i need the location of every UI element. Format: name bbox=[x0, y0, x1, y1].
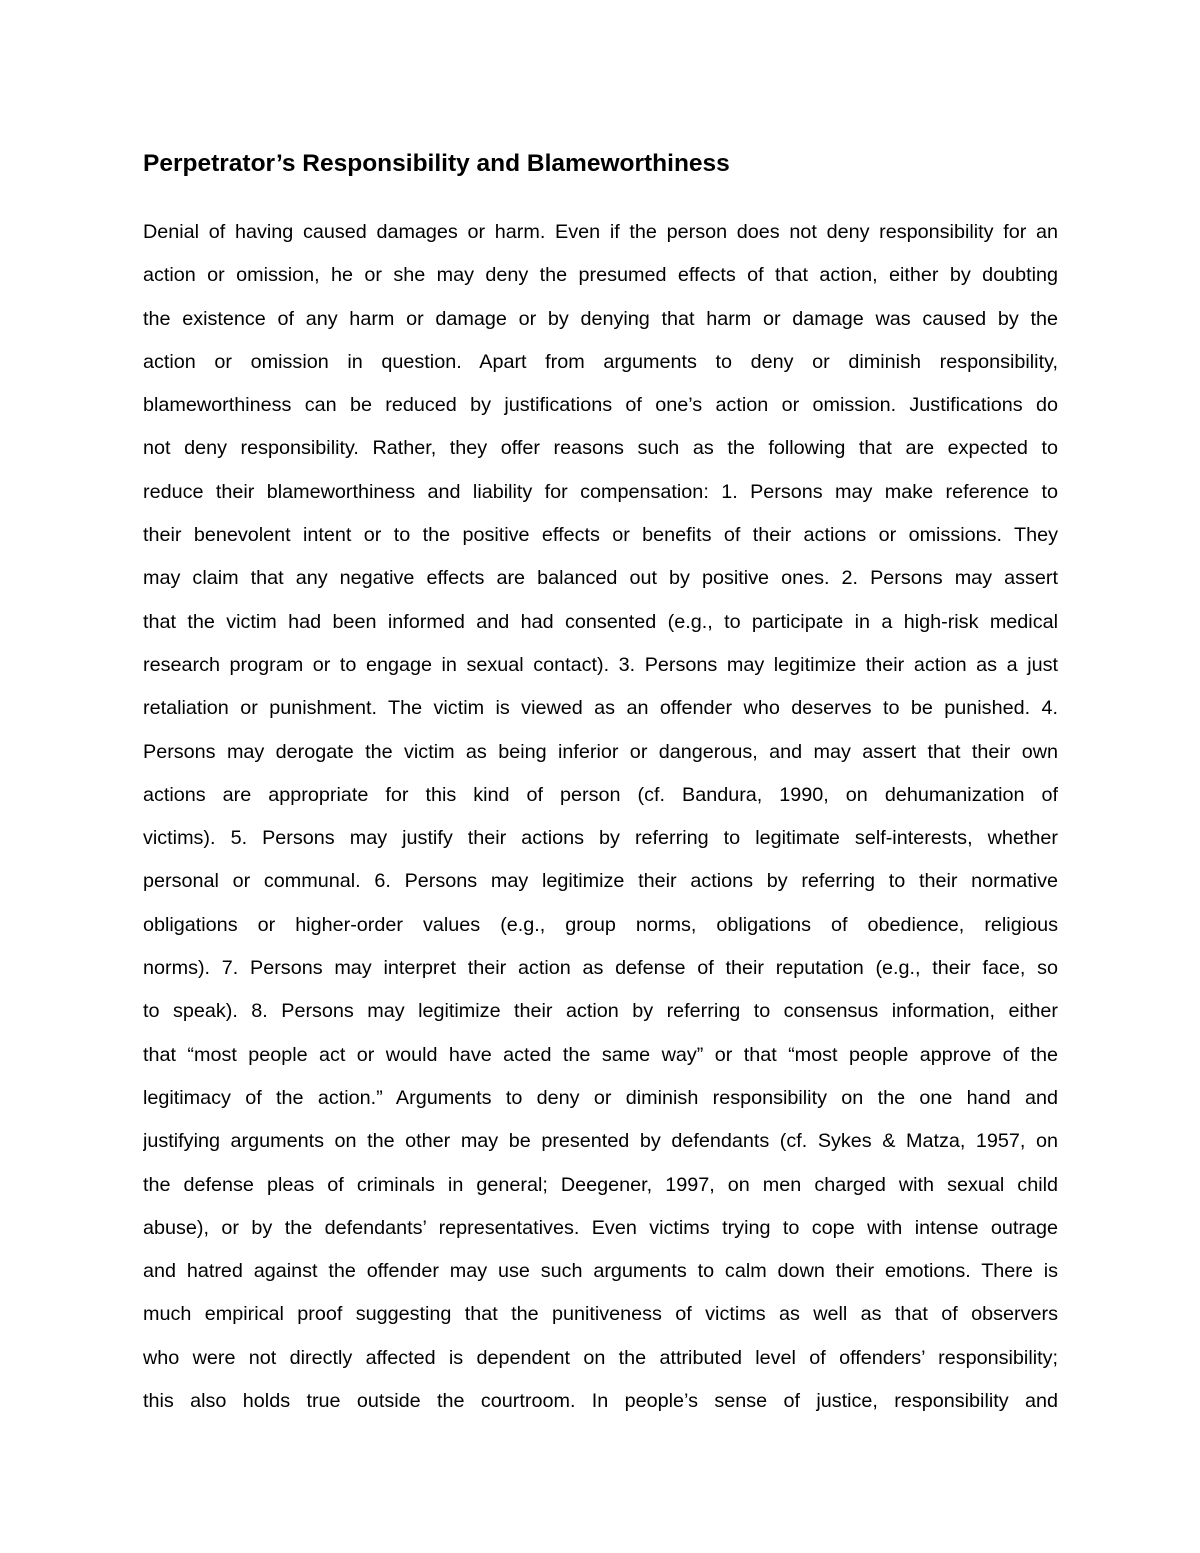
paragraph-line: victims). 5. Persons may justify their actions by referring to legitimate self-interests, whether bbox=[143, 827, 1058, 850]
paragraph-line: their benevolent intent or to the positive effects or benefits of their actions or omissions. They bbox=[143, 524, 1058, 547]
paragraph-line: research program or to engage in sexual contact). 3. Persons may legitimize their action as a just bbox=[143, 653, 1058, 676]
paragraph-line: may claim that any negative effects are balanced out by positive ones. 2. Persons may assert bbox=[143, 567, 1058, 590]
paragraph-line: reduce their blameworthiness and liability for compensation: 1. Persons may make reference to bbox=[143, 480, 1058, 503]
paragraph-line: the defense pleas of criminals in general; Deegener, 1997, on men charged with sexual child bbox=[143, 1173, 1058, 1196]
paragraph-line: and hatred against the offender may use such arguments to calm down their emotions. There is bbox=[143, 1260, 1058, 1283]
paragraph-line: norms). 7. Persons may interpret their action as defense of their reputation (e.g., their face, so bbox=[143, 957, 1058, 980]
paragraph-line: the existence of any harm or damage or by denying that harm or damage was caused by the bbox=[143, 307, 1058, 330]
paragraph-line: legitimacy of the action.” Arguments to deny or diminish responsibility on the one hand and bbox=[143, 1086, 1058, 1109]
paragraph-line: action or omission, he or she may deny the presumed effects of that action, either by doubting bbox=[143, 264, 1058, 287]
paragraph-line: abuse), or by the defendants’ representatives. Even victims trying to cope with intense outrage bbox=[143, 1216, 1058, 1239]
paragraph-line: to speak). 8. Persons may legitimize their action by referring to consensus information, either bbox=[143, 1000, 1058, 1023]
paragraph-line: that the victim had been informed and had consented (e.g., to participate in a high-risk medical bbox=[143, 610, 1058, 633]
paragraph-line: this also holds true outside the courtroom. In people’s sense of justice, responsibility and bbox=[143, 1390, 1058, 1413]
body-paragraph bbox=[143, 211, 1058, 1423]
paragraph-line: not deny responsibility. Rather, they offer reasons such as the following that are expected to bbox=[143, 437, 1058, 460]
paragraph-line: action or omission in question. Apart from arguments to deny or diminish responsibility, bbox=[143, 350, 1058, 373]
document-title: Perpetrator’s Responsibility and Blameworthiness bbox=[143, 150, 730, 177]
paragraph-line: much empirical proof suggesting that the punitiveness of victims as well as that of observers bbox=[143, 1303, 1058, 1326]
paragraph-line: Denial of having caused damages or harm. Even if the person does not deny responsibility for an bbox=[143, 221, 1058, 243]
paragraph-line: obligations or higher-order values (e.g., group norms, obligations of obedience, religious bbox=[143, 913, 1058, 936]
paragraph-line: actions are appropriate for this kind of person (cf. Bandura, 1990, on dehumanization of bbox=[143, 783, 1058, 806]
paragraph-line: retaliation or punishment. The victim is viewed as an offender who deserves to be punished. 4. bbox=[143, 697, 1058, 720]
paragraph-line: personal or communal. 6. Persons may legitimize their actions by referring to their normative bbox=[143, 870, 1058, 893]
paragraph-line: justifying arguments on the other may be presented by defendants (cf. Sykes & Matza, 1957, on bbox=[143, 1130, 1058, 1153]
paragraph-line: that “most people act or would have acted the same way” or that “most people approve of the bbox=[143, 1043, 1058, 1066]
paragraph-line: Persons may derogate the victim as being inferior or dangerous, and may assert that their own bbox=[143, 740, 1058, 763]
paragraph-line: blameworthiness can be reduced by justifications of one’s action or omission. Justifications do bbox=[143, 394, 1058, 417]
paragraph-line: who were not directly affected is dependent on the attributed level of offenders’ responsibility; bbox=[143, 1346, 1058, 1369]
